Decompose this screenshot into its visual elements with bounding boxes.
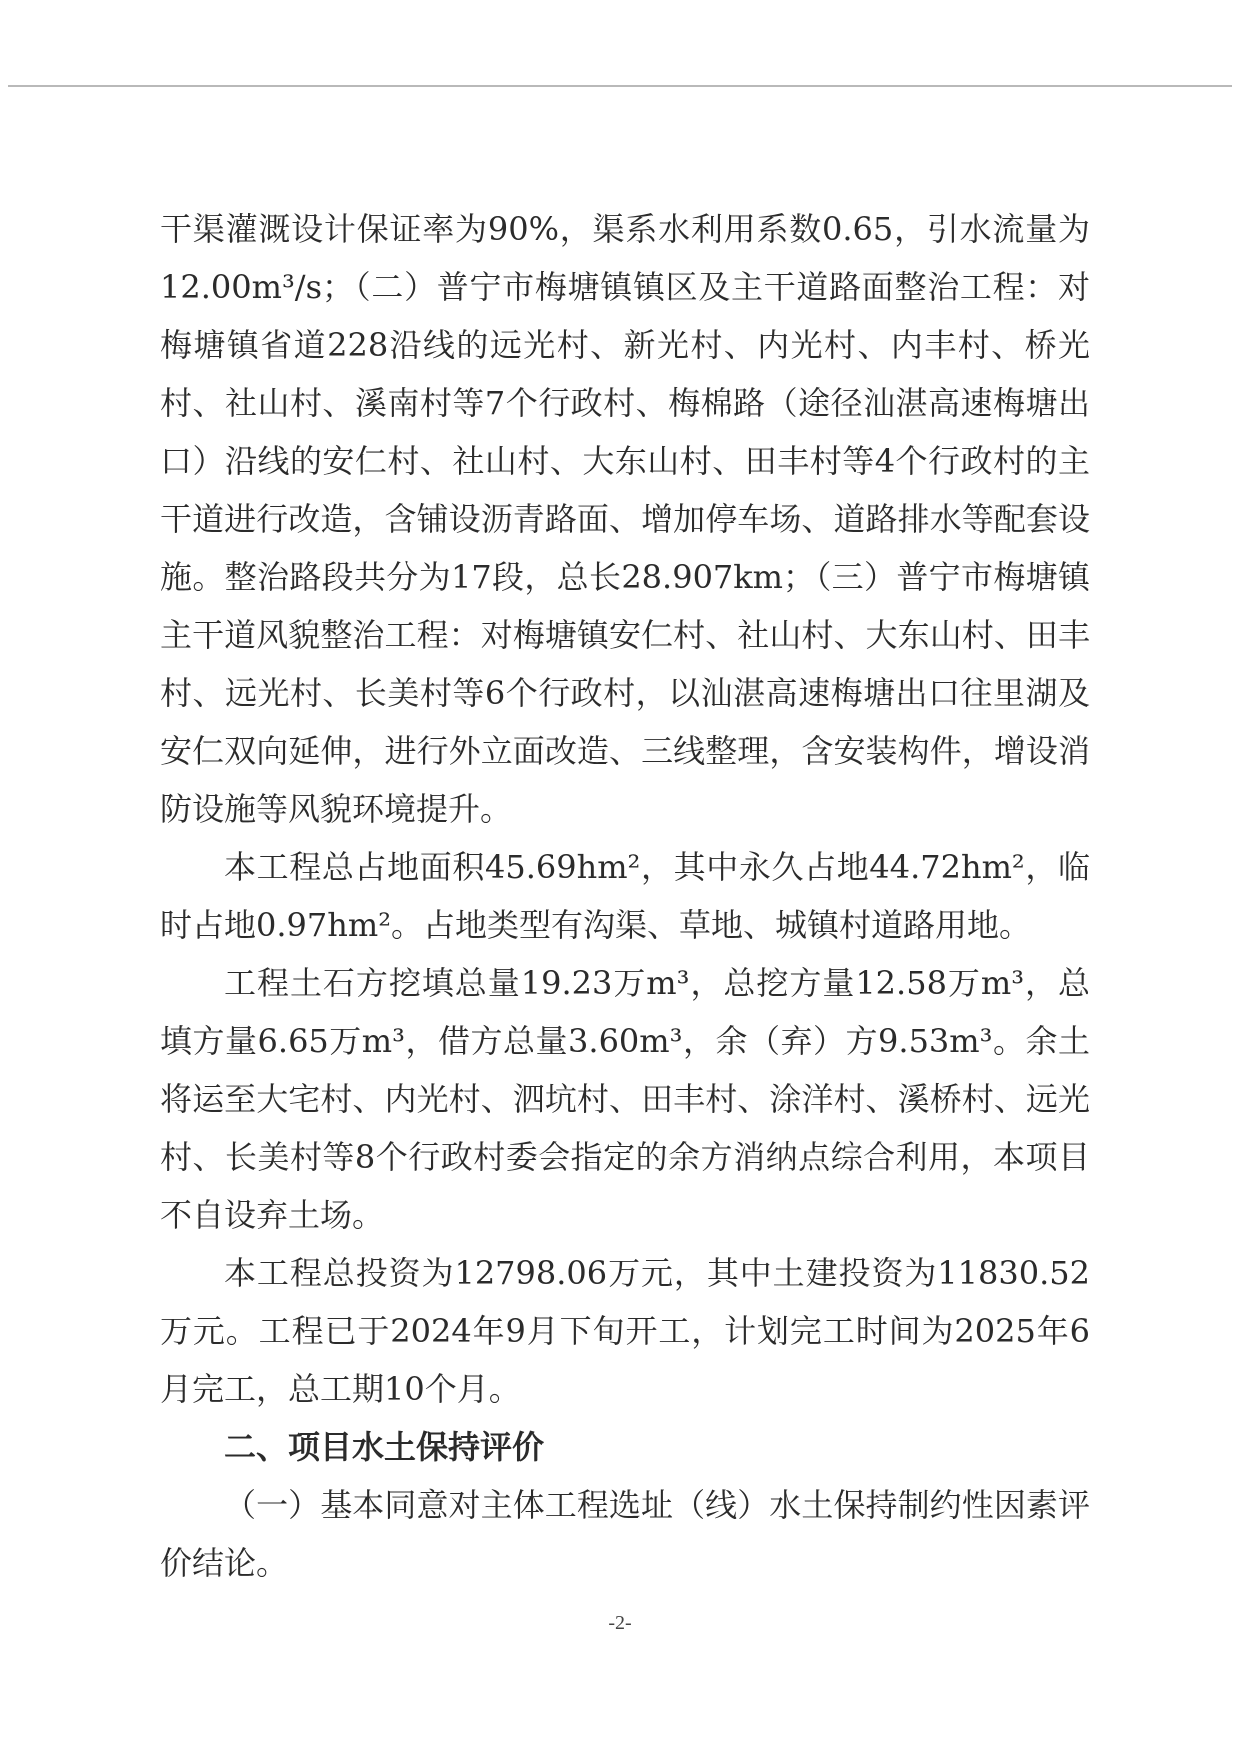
header-rule	[8, 85, 1232, 87]
page-number: -2-	[608, 1612, 632, 1634]
section-heading: 二、项目水土保持评价	[224, 1428, 545, 1466]
paragraph-investment: 本工程总投资为12798.06万元，其中土建投资为11830.52万元。工程已于2024年9月下旬开工，计划完工时间为2025年6月完工，总工期10个月。	[160, 1254, 1090, 1408]
paragraph-land-area: 本工程总占地面积45.69hm²，其中永久占地44.72hm²，临时占地0.97hm²。占地类型有沟渠、草地、城镇村道路用地。	[160, 848, 1090, 944]
paragraph-evaluation: （一）基本同意对主体工程选址（线）水土保持制约性因素评价结论。	[160, 1486, 1090, 1582]
paragraph-project-scope: 干渠灌溉设计保证率为90%，渠系水利用系数0.65，引水流量为12.00m³/s；（二）普宁市梅塘镇镇区及主干道路面整治工程：对梅塘镇省道228沿线的远光村、新光村、内光村、内丰村、桥光村、社山村、溪南村等7个行政村、梅棉路（途径汕湛高速梅塘出口）沿线的安仁村、社山村、大东山村、田丰村等4个行政村的主干道进行改造，含铺设沥青路面、增加停车场、道路排水等配套设施。整治路段共分为17段，总长28.907km；（三）普宁市梅塘镇主干道风貌整治工程：对梅塘镇安仁村、社山村、大东山村、田丰村、远光村、长美村等6个行政村，以汕湛高速梅塘出口往里湖及安仁双向延伸，进行外立面改造、三线整理，含安装构件，增设消防设施等风貌环境提升。	[160, 210, 1090, 828]
paragraph-earthwork: 工程土石方挖填总量19.23万m³，总挖方量12.58万m³，总填方量6.65万m³，借方总量3.60m³，余（弃）方9.53m³。余土将运至大宅村、内光村、泗坑村、田丰村、涂洋村、溪桥村、远光村、长美村等8个行政村委会指定的余方消纳点综合利用，本项目不自设弃土场。	[160, 964, 1090, 1234]
document-body	[160, 200, 1090, 1592]
